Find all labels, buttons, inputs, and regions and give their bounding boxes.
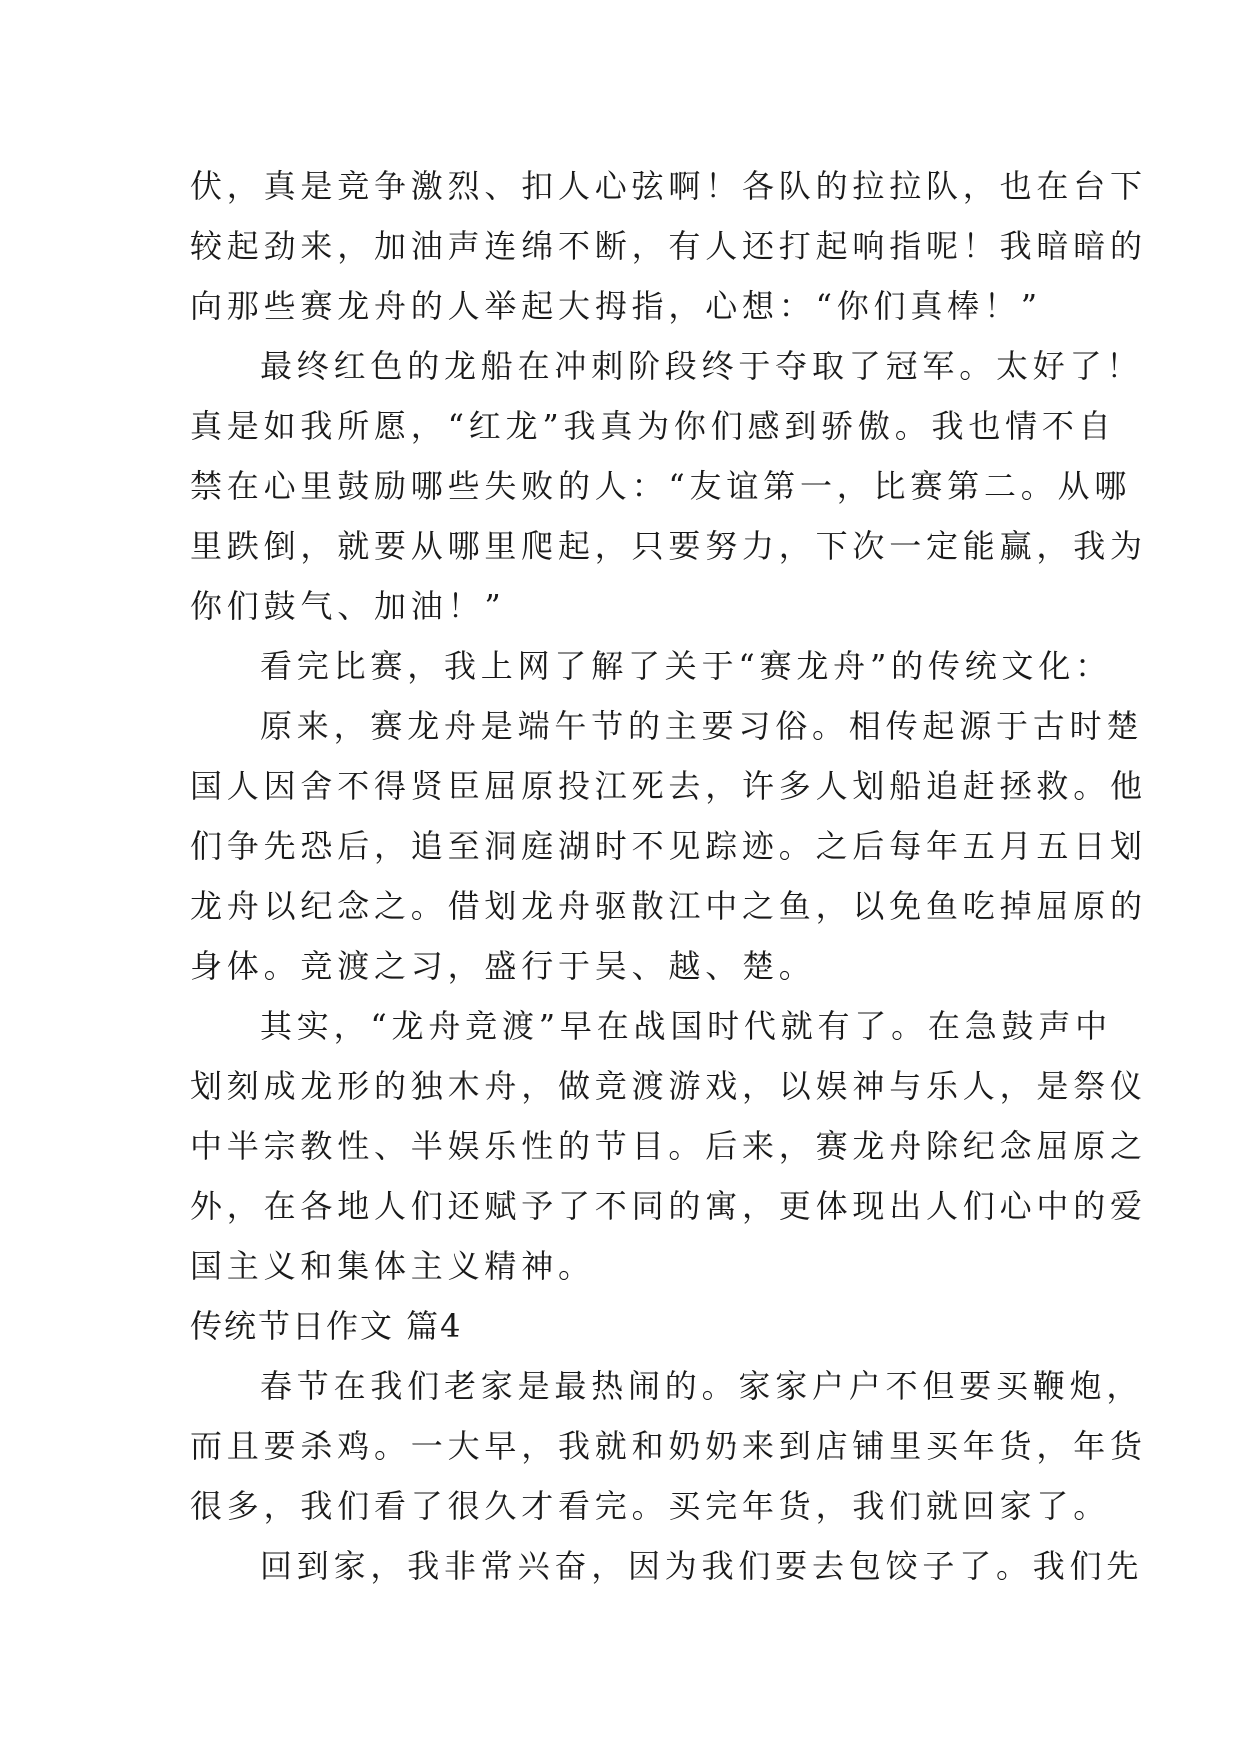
text-line: 们争先恐后，追至洞庭湖时不见踪迹。之后每年五月五日划 [190,827,1147,865]
text-line: 龙舟以纪念之。借划龙舟驱散江中之鱼，以免鱼吃掉屈原的 [190,887,1147,925]
text-line: 很多，我们看了很久才看完。买完年货，我们就回家了。 [190,1487,1111,1525]
text-line: 国主义和集体主义精神。 [190,1247,595,1285]
text-line: 真是如我所愿，“红龙”我真为你们感到骄傲。我也情不自 [190,407,1116,445]
text-line: 原来，赛龙舟是端午节的主要习俗。相传起源于古时楚 [260,707,1144,745]
text-line: 禁在心里鼓励哪些失败的人：“友谊第一，比赛第二。从哪 [190,467,1132,505]
text-line: 看完比赛，我上网了解了关于“赛龙舟”的传统文化： [260,647,1112,685]
text-line: 身体。竞渡之习，盛行于吴、越、楚。 [190,947,816,985]
section-heading: 传统节日作文 篇4 [190,1307,463,1345]
text-line: 划刻成龙形的独木舟，做竞渡游戏，以娱神与乐人，是祭仪 [190,1067,1147,1105]
text-line: 回到家，我非常兴奋，因为我们要去包饺子了。我们先 [260,1547,1144,1585]
text-line: 最终红色的龙船在冲刺阶段终于夺取了冠军。太好了！ [260,347,1144,385]
text-line: 中半宗教性、半娱乐性的节目。后来，赛龙舟除纪念屈原之 [190,1127,1147,1165]
text-line: 向那些赛龙舟的人举起大拇指，心想：“你们真棒！” [190,287,1042,325]
text-line: 较起劲来，加油声连绵不断，有人还打起响指呢！我暗暗的 [190,227,1147,265]
text-line: 里跌倒，就要从哪里爬起，只要努力，下次一定能赢，我为 [190,527,1147,565]
text-line: 其实，“龙舟竞渡”早在战国时代就有了。在急鼓声中 [260,1007,1112,1045]
text-line: 你们鼓气、加油！” [190,587,506,625]
document-body [190,156,1147,1596]
text-line: 国人因舍不得贤臣屈原投江死去，许多人划船追赶拯救。他 [190,767,1147,805]
text-line: 而且要杀鸡。一大早，我就和奶奶来到店铺里买年货，年货 [190,1427,1147,1465]
text-line: 伏，真是竞争激烈、扣人心弦啊！各队的拉拉队，也在台下 [190,167,1147,205]
text-line: 外，在各地人们还赋予了不同的寓，更体现出人们心中的爱 [190,1187,1147,1225]
text-line: 春节在我们老家是最热闹的。家家户户不但要买鞭炮， [260,1367,1144,1405]
